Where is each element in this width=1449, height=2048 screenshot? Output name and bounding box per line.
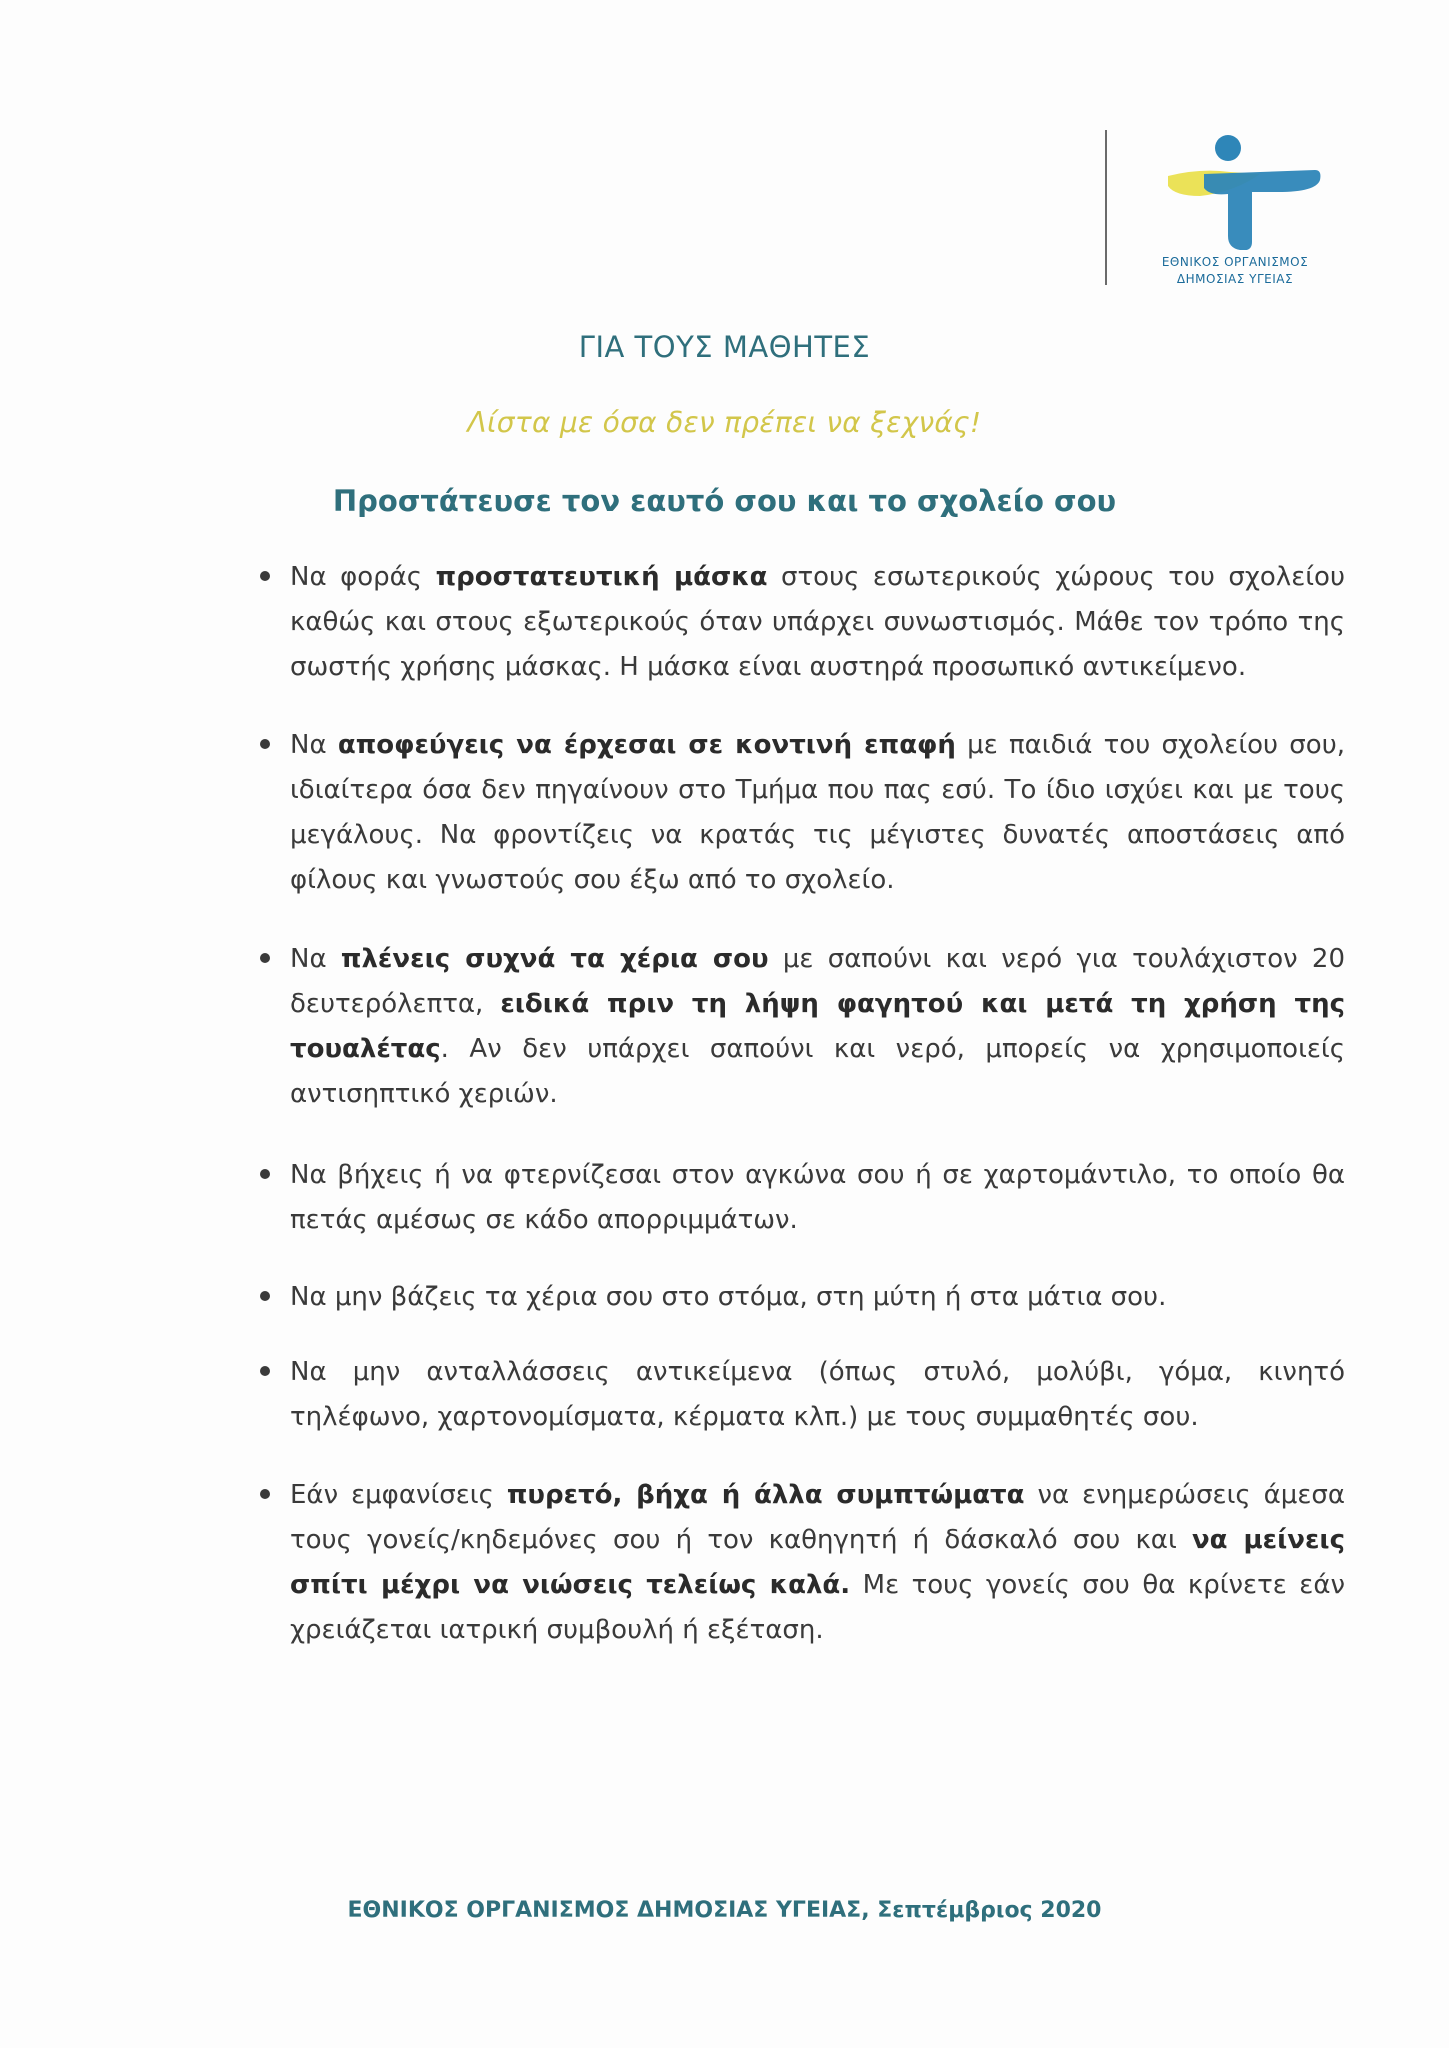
- bullet-icon: [260, 1291, 270, 1301]
- bullet-icon: [260, 571, 270, 581]
- item-text: Εάν εμφανίσεις πυρετό, βήχα ή άλλα συμπτώματα να ενημερώσεις άμεσα τους γονείς/κηδεμόνες σου ή τον καθηγητή ή δάσκαλό σου και να μείνεις σπίτι μέχρι να νιώσεις τελείως καλά. Με τους γονείς σου θα κρίνετε εάν χρειάζεται ιατρική συμβουλή ή εξέταση.: [290, 1480, 1345, 1645]
- header-divider: [1105, 130, 1107, 285]
- item-text: Να πλένεις συχνά τα χέρια σου με σαπούνι και νερό για τουλάχιστον 20 δευτερόλεπτα, ειδικά πριν τη λήψη φαγητού και μετά τη χρήση της τουαλέτας. Αν δεν υπάρχει σαπούνι και νερό, μπορείς να χρησιμοποιείς αντισηπτικό χεριών.: [290, 944, 1346, 1109]
- list-item: [290, 723, 1345, 903]
- page-footer: ΕΘΝΙΚΟΣ ΟΡΓΑΝΙΣΜΟΣ ΔΗΜΟΣΙΑΣ ΥΓΕΙΑΣ, Σεπτέμβριος 2020: [347, 1898, 1102, 1923]
- list-item: [290, 1153, 1345, 1243]
- section-heading: Προστάτευσε τον εαυτό σου και το σχολείο σου: [332, 484, 1117, 518]
- list-item: [290, 1275, 1345, 1320]
- item-text: Να μην βάζεις τα χέρια σου στο στόμα, στη μύτη ή στα μάτια σου.: [290, 1282, 1167, 1312]
- bullet-icon: [260, 1489, 270, 1499]
- eody-logo-icon: [1160, 130, 1325, 250]
- logo-text-line1: ΕΘΝΙΚΟΣ ΟΡΓΑΝΙΣΜΟΣ: [1161, 255, 1309, 269]
- item-text: Να βήχεις ή να φτερνίζεσαι στον αγκώνα σου ή σε χαρτομάντιλο, το οποίο θα πετάς αμέσως σε κάδο απορριμμάτων.: [290, 1160, 1345, 1235]
- page-subtitle: Λίστα με όσα δεν πρέπει να ξεχνάς!: [467, 406, 982, 439]
- item-text: Να φοράς προστατευτική μάσκα στους εσωτερικούς χώρους του σχολείου καθώς και στους εξωτερικούς όταν υπάρχει συνωστισμός. Μάθε τον τρόπο της σωστής χρήσης μάσκας. Η μάσκα είναι αυστηρά προσωπικό αντικείμενο.: [290, 562, 1345, 682]
- list-item: [290, 1350, 1345, 1440]
- bullet-icon: [260, 1169, 270, 1179]
- list-item: [290, 937, 1345, 1117]
- logo-text-line2: ΔΗΜΟΣΙΑΣ ΥΓΕΙΑΣ: [1176, 272, 1294, 286]
- item-text: Να αποφεύγεις να έρχεσαι σε κοντινή επαφή με παιδιά του σχολείου σου, ιδιαίτερα όσα δεν πηγαίνουν στο Τμήμα που πας εσύ. Το ίδιο ισχύει και με τους μεγάλους. Να φροντίζεις να κρατάς τις μέγιστες δυνατές αποστάσεις από φίλους και γνωστούς σου έξω από το σχολείο.: [290, 730, 1346, 895]
- bullet-icon: [260, 1366, 270, 1376]
- list-item: [290, 555, 1345, 690]
- item-text: Να μην ανταλλάσσεις αντικείμενα (όπως στυλό, μολύβι, γόμα, κινητό τηλέφωνο, χαρτονομίσματα, κέρματα κλπ.) με τους συμμαθητές σου.: [290, 1357, 1345, 1432]
- page-title: ΓΙΑ ΤΟΥΣ ΜΑΘΗΤΕΣ: [578, 330, 871, 364]
- bullet-icon: [260, 739, 270, 749]
- list-item: [290, 1473, 1345, 1653]
- bullet-icon: [260, 953, 270, 963]
